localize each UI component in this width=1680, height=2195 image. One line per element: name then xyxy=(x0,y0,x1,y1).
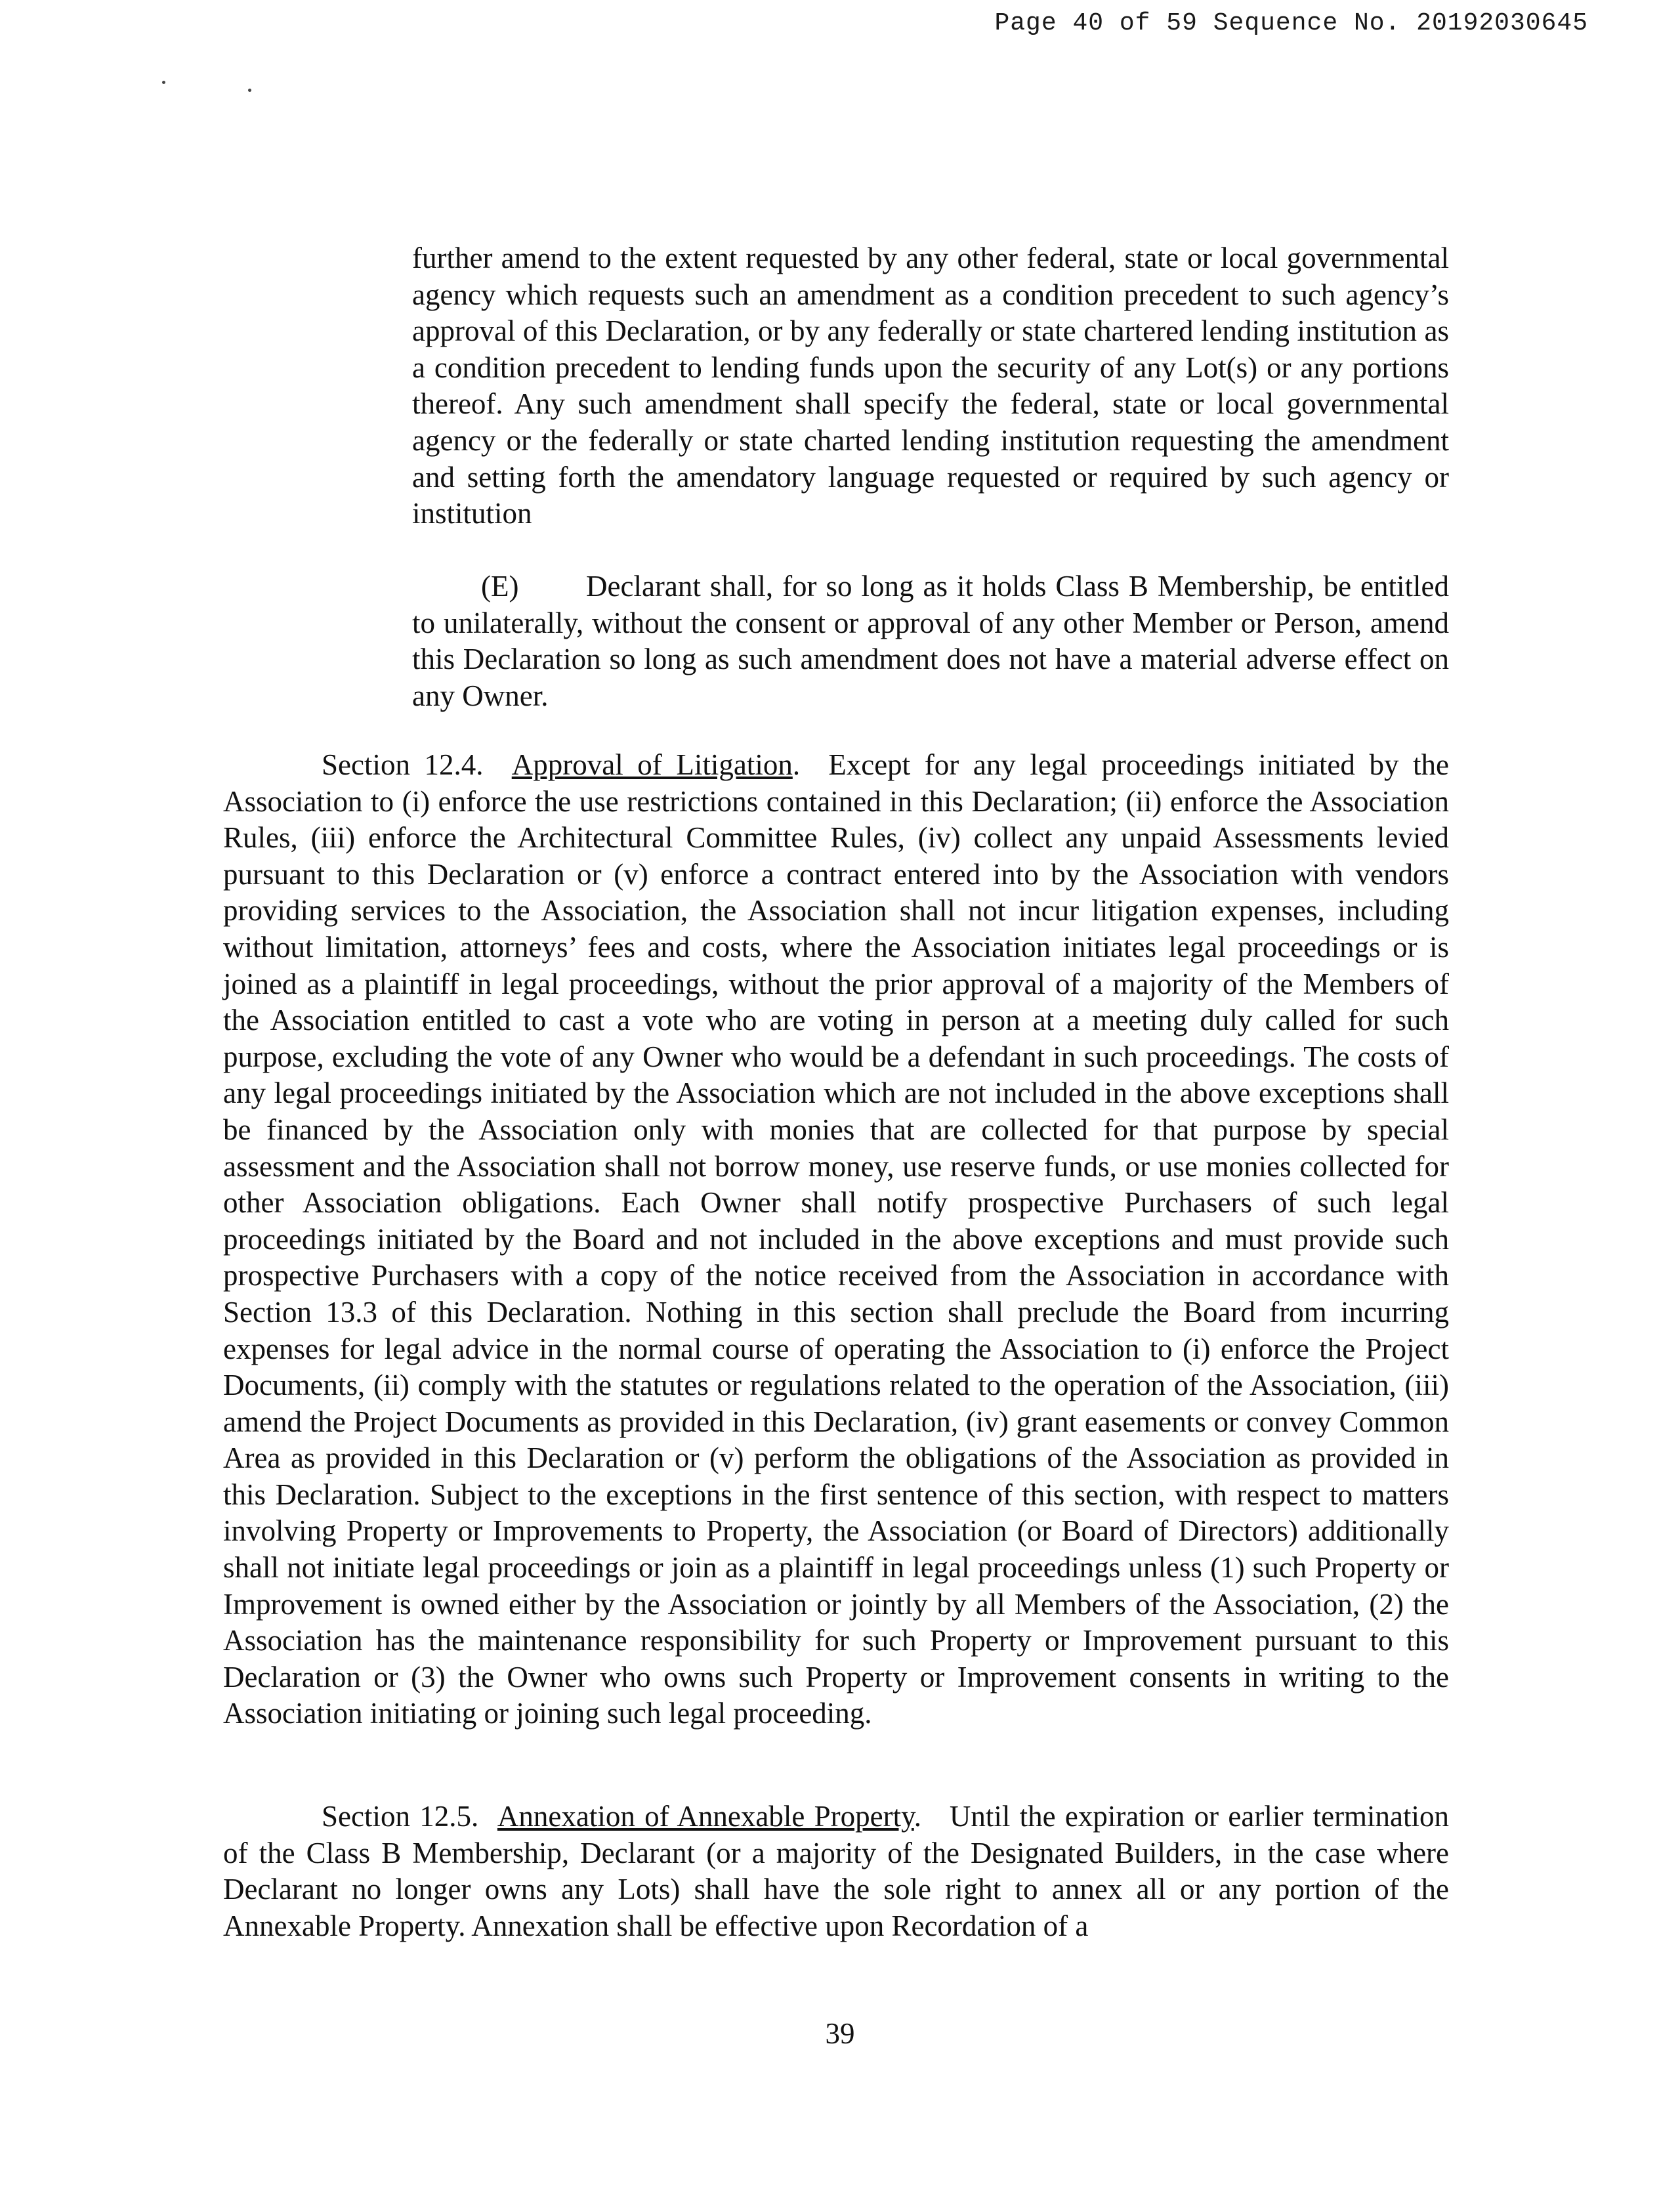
item-e-marker: (E) xyxy=(481,570,519,603)
scan-speck xyxy=(248,89,251,92)
scan-speck xyxy=(162,81,165,84)
section-12-4-paragraph: Section 12.4. Approval of Litigation. Except for any legal proceedings initiated by the Association to (i) enforce the use restrictions contained in this Declaration; (ii) enforce the Association Rules, (iii) enforce the Architectural Committee Rules, (iv) collect any unpaid Assessments levied pursuant to this Declaration or (v) enforce a contract entered into by the Association with vendors providing services to the Association, the Association shall not incur litigation expenses, including without limitation, attorneys’ fees and costs, where the Association initiates legal proceedings or is joined as a plaintiff in legal proceedings, without the prior approval of a majority of the Members of the Association entitled to cast a vote who are voting in person at a meeting duly called for such purpose, excluding the vote of any Owner who would be a defendant in such proceedings. The costs of any legal proceedings initiated by the Association which are not included in the above exceptions shall be financed by the Association only with monies that are collected for that purpose by special assessment and the Association shall not borrow money, use reserve funds, or use monies collected for other Association obligations. Each Owner shall notify prospective Purchasers of such legal proceedings initiated by the Board and not included in the above exceptions and must provide such prospective Purchasers with a copy of the notice received from the Association in accordance with Section 13.3 of this Declaration. Nothing in this section shall preclude the Board from incurring expenses for legal advice in the normal course of operating the Association to (i) enforce the Project Documents, (ii) comply with the statutes or regulations related to the operation of the Association, (iii) amend the Project Documents as provided in this Declaration, (iv) grant easements or convey Common Area as provided in this Declaration or (v) perform the obligations of the Association as provided in this Declaration. Subject to the exceptions in the first sentence of this section, with respect to matters involving Property or Improvements to Property, the Association (or Board of Directors) additionally shall not initiate legal proceedings or join as a plaintiff in legal proceedings unless (1) such Property or Improvement is owned either by the Association or jointly by all Members of the Association, (2) the Association has the maintenance responsibility for such Property or Improvement pursuant to this Declaration or (3) the Owner who owns such Property or Improvement consents in writing to the Association initiating or joining such legal proceeding. xyxy=(223,748,1450,1730)
amendment-continuation-paragraph: further amend to the extent requested by any other federal, state or local governmental agency which requests such an amendment as a condition precedent to such agency’s approval of this Declaration, or by any federally or state chartered lending institution as a condition precedent to lending funds upon the security of any Lot(s) or any portions thereof. Any such amendment shall specify the federal, state or local governmental agency or the federally or state charted lending institution requesting the amendment and setting forth the amendatory language requested or required by such agency or institution xyxy=(412,242,1449,530)
section-12-4-title: Approval of Litigation xyxy=(511,748,793,781)
section-12-4-body: Except for any legal proceedings initiated by the Association to (i) enforce the use restrictions contained in this Declaration; (ii) enforce the Association Rules, (iii) enforce the Architectural Committee Rules, (iv) collect any unpaid Assessments levied pursuant to this Declaration or (v) enforce a contract entered into by the Association with vendors providing services to the Association, the Association shall not incur litigation expenses, including without limitation, attorneys’ fees and costs, where the Association initiates legal proceedings or is joined as a plaintiff in legal proceedings, without the prior approval of a majority of the Members of the Association entitled to cast a vote who are voting in person at a meeting duly called for such purpose, excluding the vote of any Owner who would be a defendant in such proceedings. The costs of any legal proceedings initiated by the Association which are not included in the above exceptions shall be financed by the Association only with monies that are collected for that purpose by special assessment and the Association shall not borrow money, use reserve funds, or use monies collected for other Association obligations. Each Owner shall notify prospective Purchasers of such legal proceedings initiated by the Board and not included in the above exceptions and must provide such prospective Purchasers with a copy of the notice received from the Association in accordance with Section 13.3 of this Declaration. Nothing in this section shall preclude the Board from incurring expenses for legal advice in the normal course of operating the Association to (i) enforce the Project Documents, (ii) comply with the statutes or regulations related to the operation of the Association, (iii) amend the Project Documents as provided in this Declaration, (iv) grant easements or convey Common Area as provided in this Declaration or (v) perform the obligations of the Association as provided in this Declaration. Subject to the exceptions in the first sentence of this section, with respect to matters involving Property or Improvements to Property, the Association (or Board of Directors) additionally shall not initiate legal proceedings or join as a plaintiff in legal proceedings unless (1) such Property or Improvement is owned either by the Association or jointly by all Members of the Association, (2) the Association has the maintenance responsibility for such Property or Improvement pursuant to this Declaration or (3) the Owner who owns such Property or Improvement consents in writing to the Association initiating or joining such legal proceeding. xyxy=(223,748,1450,1730)
section-12-5-body: Until the expiration or earlier termination of the Class B Membership, Declarant (or a majority of the Designated Builders, in the case where Declarant no longer owns any Lots) shall have the sole right to annex all or any portion of the Annexable Property. Annexation shall be effective upon Recordation of a xyxy=(223,1800,1450,1942)
section-12-5-paragraph: Section 12.5. Annexation of Annexable Property. Until the expiration or earlier termination of the Class B Membership, Declarant (or a majority of the Designated Builders, in the case where Declarant no longer owns any Lots) shall have the sole right to annex all or any portion of the Annexable Property. Annexation shall be effective upon Recordation of a xyxy=(223,1800,1450,1942)
item-e-paragraph xyxy=(412,568,1449,714)
section-12-5-number: Section 12.5. xyxy=(322,1800,479,1833)
page-number: 39 xyxy=(825,2017,855,2050)
item-e-text: Declarant shall, for so long as it holds Class B Membership, be entitled to unilaterally, without the consent or approval of any other Member or Person, amend this Declaration so long as such amendment does not have a material adverse effect on any Owner. xyxy=(412,570,1449,712)
page-sequence-stamp: Page 40 of 59 Sequence No. 20192030645 xyxy=(994,9,1588,37)
section-12-5-title: Annexation of Annexable Property xyxy=(497,1800,914,1833)
section-12-4-number: Section 12.4. xyxy=(322,748,484,781)
